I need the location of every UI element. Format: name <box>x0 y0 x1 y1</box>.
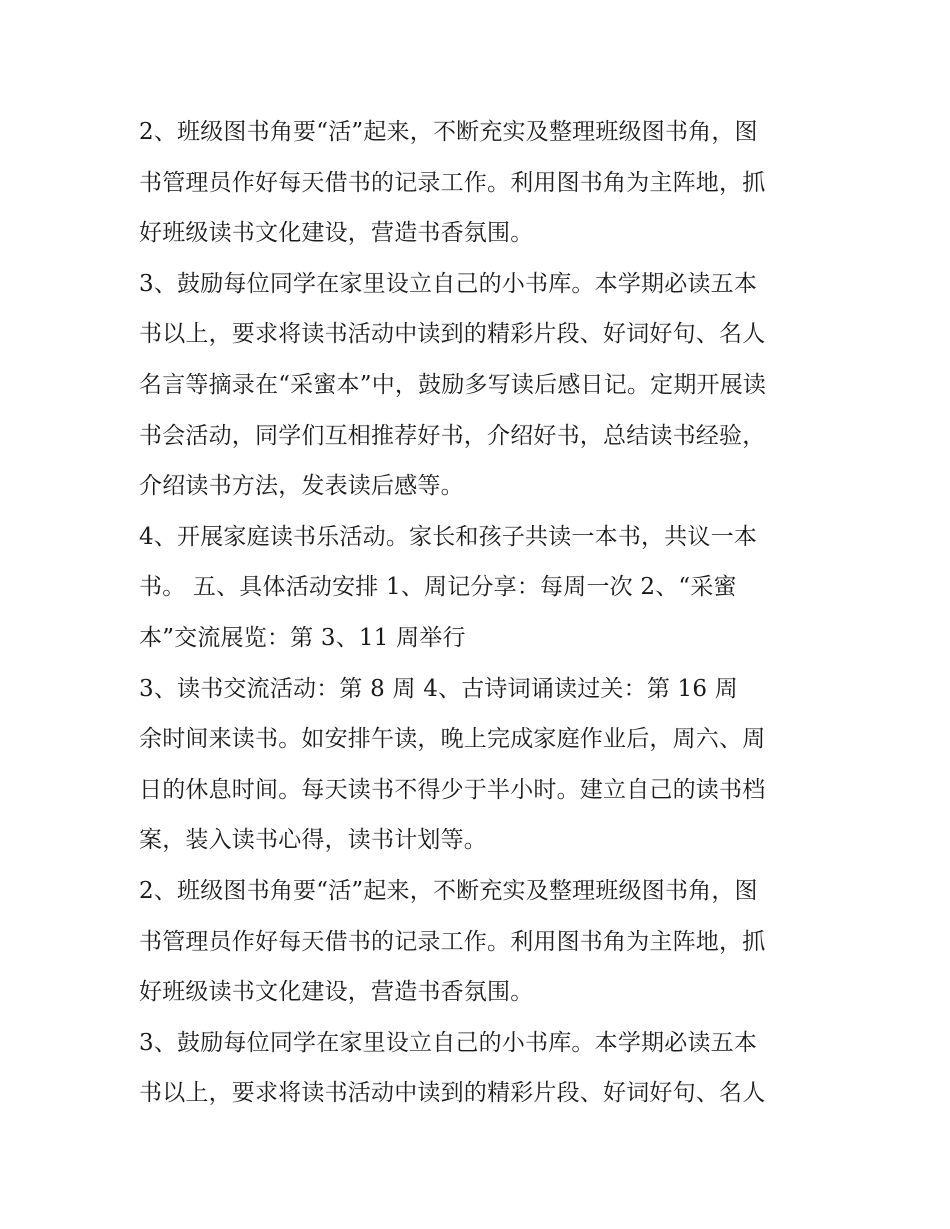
text-line: 名言等摘录在“采蜜本”中，鼓励多写读后感日记。定期开展读 <box>139 371 767 398</box>
text-line: 书以上，要求将读书活动中读到的精彩片段、好词好句、名人 <box>139 1080 766 1107</box>
text-line: 书。 五、具体活动安排 1、周记分享：每周一次 2、“采蜜 <box>139 574 737 601</box>
text-line: 案，装入读书心得，读书计划等。 <box>139 827 487 854</box>
text-line: 书会活动，同学们互相推荐好书，介绍好书，总结读书经验， <box>139 422 766 449</box>
text-line: 书管理员作好每天借书的记录工作。利用图书角为主阵地，抓 <box>139 169 766 196</box>
text-line: 好班级读书文化建设，营造书香氛围。 <box>139 979 534 1006</box>
document-body <box>139 107 819 1119</box>
text-line: 书管理员作好每天借书的记录工作。利用图书角为主阵地，抓 <box>139 928 766 955</box>
text-line: 余时间来读书。如安排午读，晚上完成家庭作业后，周六、周 <box>139 726 766 753</box>
text-line: 好班级读书文化建设，营造书香氛围。 <box>139 220 534 247</box>
text-line: 3、鼓励每位同学在家里设立自己的小书库。本学期必读五本 <box>139 1029 758 1056</box>
text-line: 2、班级图书角要“活”起来，不断充实及整理班级图书角，图 <box>139 119 758 145</box>
text-line: 本”交流展览：第 3、11 周举行 <box>139 624 466 651</box>
text-line: 介绍读书方法，发表读后感等。 <box>139 473 464 500</box>
text-line: 3、鼓励每位同学在家里设立自己的小书库。本学期必读五本 <box>139 270 758 297</box>
text-line: 3、读书交流活动：第 8 周 4、古诗词诵读过关：第 16 周 <box>139 675 738 702</box>
text-line: 2、班级图书角要“活”起来，不断充实及整理班级图书角，图 <box>139 877 758 904</box>
text-line: 4、开展家庭读书乐活动。家长和孩子共读一本书，共议一本 <box>139 523 758 550</box>
text-line: 书以上，要求将读书活动中读到的精彩片段、好词好句、名人 <box>139 321 766 348</box>
text-line: 日的休息时间。每天读书不得少于半小时。建立自己的读书档 <box>139 776 766 803</box>
